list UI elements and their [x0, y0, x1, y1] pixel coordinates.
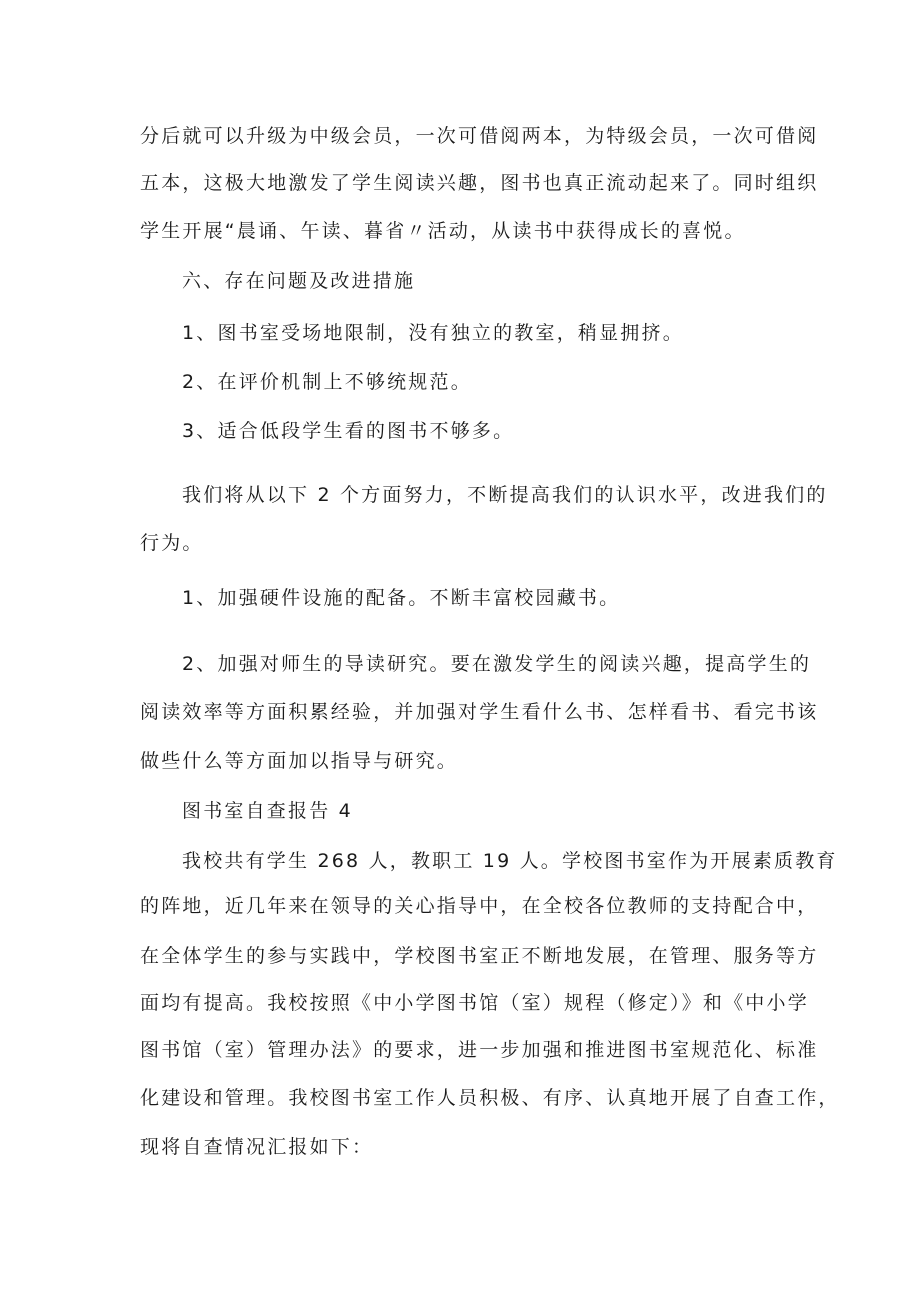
paragraph-line: 化建设和管理。我校图书室工作人员积极、有序、认真地开展了自查工作， [140, 1087, 840, 1109]
report-title: 图书室自查报告 4 [182, 800, 353, 822]
list-item: 1、加强硬件设施的配备。不断丰富校园藏书。 [182, 587, 621, 609]
list-item: 3、适合低段学生看的图书不够多。 [182, 420, 515, 442]
paragraph-line: 现将自查情况汇报如下： [140, 1136, 374, 1158]
paragraph-line: 在全体学生的参与实践中，学校图书室正不断地发展，在管理、服务等方 [140, 945, 819, 967]
section-heading: 六、存在问题及改进措施 [182, 270, 416, 292]
paragraph-line: 分后就可以升级为中级会员，一次可借阅两本，为特级会员，一次可借阅 [140, 125, 819, 147]
paragraph-line: 我们将从以下 2 个方面努力，不断提高我们的认识水平，改进我们的 [182, 484, 828, 506]
paragraph-line: 做些什么等方面加以指导与研究。 [140, 750, 459, 772]
paragraph-line: 我校共有学生 268 人，教职工 19 人。学校图书室作为开展素质教育 [182, 850, 838, 872]
paragraph-line: 阅读效率等方面积累经验，并加强对学生看什么书、怎样看书、看完书该 [140, 701, 819, 723]
paragraph-line: 面均有提高。我校按照《中小学图书馆（室）规程（修定）》和《中小学 [140, 992, 809, 1014]
list-item: 2、在评价机制上不够统规范。 [182, 371, 472, 393]
paragraph-line: 图书馆（室）管理办法》的要求，进一步加强和推进图书室规范化、标准 [140, 1039, 819, 1061]
paragraph-line: 五本，这极大地激发了学生阅读兴趣，图书也真正流动起来了。同时组织 [140, 172, 819, 194]
list-item: 2、加强对师生的导读研究。要在激发学生的阅读兴趣，提高学生的 [182, 653, 812, 675]
paragraph-line: 行为。 [140, 532, 204, 554]
paragraph-line: 学生开展“晨诵、午读、暮省〃活动，从读书中获得成长的喜悦。 [140, 220, 746, 242]
paragraph-line: 的阵地，近几年来在领导的关心指导中，在全校各位教师的支持配合中， [140, 895, 819, 917]
list-item: 1、图书室受场地限制，没有独立的教室，稍显拥挤。 [182, 322, 684, 344]
